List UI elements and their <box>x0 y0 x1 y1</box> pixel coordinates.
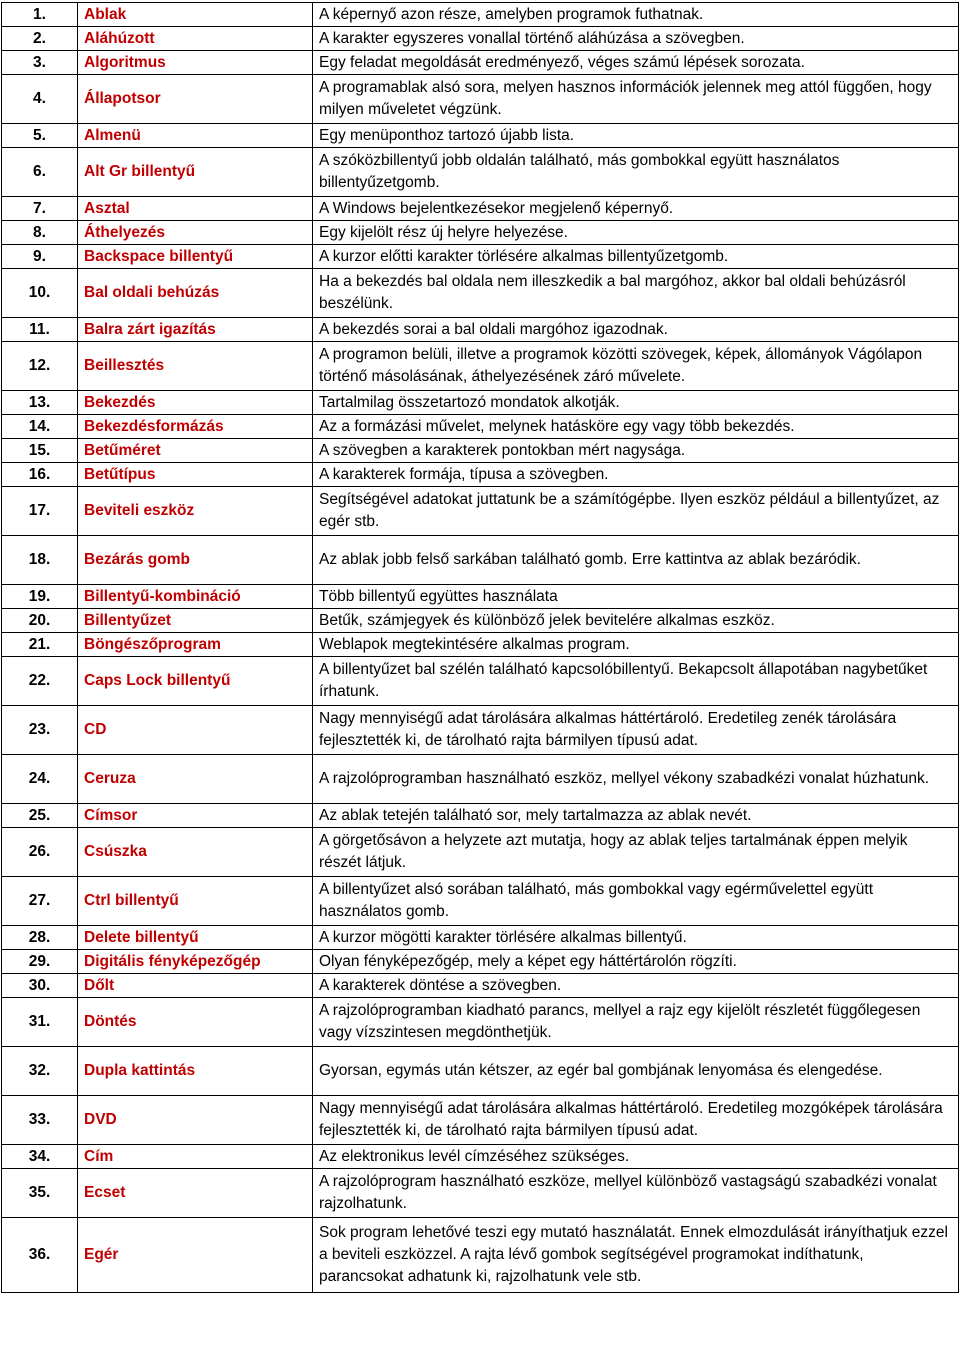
row-number: 35. <box>2 1169 78 1218</box>
table-row <box>2 1096 959 1145</box>
row-number: 34. <box>2 1145 78 1169</box>
term-cell: Aláhúzott <box>78 27 313 51</box>
definition-cell: Betűk, számjegyek és különböző jelek bevitelére alkalmas eszköz. <box>313 609 959 633</box>
table-row <box>2 755 959 804</box>
definition-cell: Weblapok megtekintésére alkalmas program. <box>313 633 959 657</box>
definition-cell: Az ablak jobb felső sarkában található gomb. Erre kattintva az ablak bezáródik. <box>313 536 959 585</box>
table-row <box>2 536 959 585</box>
table-row <box>2 1218 959 1293</box>
row-number: 11. <box>2 318 78 342</box>
definition-cell: Egy feladat megoldását eredményező, véges számú lépések sorozata. <box>313 51 959 75</box>
row-number: 16. <box>2 463 78 487</box>
row-number: 31. <box>2 998 78 1047</box>
table-row <box>2 633 959 657</box>
table-row <box>2 124 959 148</box>
definition-cell: A képernyő azon része, amelyben programok futhatnak. <box>313 3 959 27</box>
term-cell: Betűméret <box>78 439 313 463</box>
table-row <box>2 342 959 391</box>
table-row <box>2 75 959 124</box>
table-row <box>2 221 959 245</box>
table-row <box>2 148 959 197</box>
row-number: 26. <box>2 828 78 877</box>
row-number: 22. <box>2 657 78 706</box>
definition-cell: Tartalmilag összetartozó mondatok alkotják. <box>313 391 959 415</box>
table-row <box>2 415 959 439</box>
row-number: 32. <box>2 1047 78 1096</box>
row-number: 14. <box>2 415 78 439</box>
row-number: 8. <box>2 221 78 245</box>
definition-cell: A szóközbillentyű jobb oldalán található, más gombokkal együtt használatos billentyűzetgomb. <box>313 148 959 197</box>
definition-cell: Nagy mennyiségű adat tárolására alkalmas háttértároló. Eredetileg mozgóképek tárolására fejlesztették ki, de tárolható rajta bármilyen típusú adat. <box>313 1096 959 1145</box>
definition-cell: Egy menüponthoz tartozó újabb lista. <box>313 124 959 148</box>
definition-cell: A rajzolóprogramban használható eszköz, mellyel vékony szabadkézi vonalat húzhatunk. <box>313 755 959 804</box>
definition-cell: Az a formázási művelet, melynek hatásköre egy vagy több bekezdés. <box>313 415 959 439</box>
term-cell: Böngészőprogram <box>78 633 313 657</box>
row-number: 3. <box>2 51 78 75</box>
definition-cell: A karakter egyszeres vonallal történő aláhúzása a szövegben. <box>313 27 959 51</box>
row-number: 15. <box>2 439 78 463</box>
term-cell: Betűtípus <box>78 463 313 487</box>
row-number: 24. <box>2 755 78 804</box>
definition-cell: A kurzor előtti karakter törlésére alkalmas billentyűzetgomb. <box>313 245 959 269</box>
table-row <box>2 585 959 609</box>
row-number: 12. <box>2 342 78 391</box>
glossary-table <box>1 2 959 1293</box>
definition-cell: A programon belüli, illetve a programok közötti szövegek, képek, állományok Vágólapon történő másolásának, áthelyezésének záró művelete. <box>313 342 959 391</box>
row-number: 10. <box>2 269 78 318</box>
term-cell: Alt Gr billentyű <box>78 148 313 197</box>
glossary-body <box>2 3 959 1293</box>
term-cell: Döntés <box>78 998 313 1047</box>
term-cell: Delete billentyű <box>78 926 313 950</box>
definition-cell: A rajzolóprogramban kiadható parancs, mellyel a rajz egy kijelölt részletét függőlegesen vagy vízszintesen megdönthetjük. <box>313 998 959 1047</box>
row-number: 13. <box>2 391 78 415</box>
definition-cell: A kurzor mögötti karakter törlésére alkalmas billentyű. <box>313 926 959 950</box>
term-cell: CD <box>78 706 313 755</box>
table-row <box>2 706 959 755</box>
term-cell: Ecset <box>78 1169 313 1218</box>
term-cell: Beviteli eszköz <box>78 487 313 536</box>
table-row <box>2 804 959 828</box>
row-number: 9. <box>2 245 78 269</box>
definition-cell: Olyan fényképezőgép, mely a képet egy háttértárolón rögzíti. <box>313 950 959 974</box>
table-row <box>2 245 959 269</box>
row-number: 18. <box>2 536 78 585</box>
definition-cell: Gyorsan, egymás után kétszer, az egér bal gombjának lenyomása és elengedése. <box>313 1047 959 1096</box>
definition-cell: A szövegben a karakterek pontokban mért nagysága. <box>313 439 959 463</box>
term-cell: Billentyűzet <box>78 609 313 633</box>
row-number: 2. <box>2 27 78 51</box>
term-cell: Bezárás gomb <box>78 536 313 585</box>
term-cell: Címsor <box>78 804 313 828</box>
term-cell: Bekezdésformázás <box>78 415 313 439</box>
row-number: 29. <box>2 950 78 974</box>
term-cell: Algoritmus <box>78 51 313 75</box>
row-number: 25. <box>2 804 78 828</box>
table-row <box>2 877 959 926</box>
definition-cell: A billentyűzet alsó sorában található, más gombokkal vagy egérművelettel együtt használatos gomb. <box>313 877 959 926</box>
table-row <box>2 27 959 51</box>
term-cell: Digitális fényképezőgép <box>78 950 313 974</box>
table-row <box>2 974 959 998</box>
term-cell: DVD <box>78 1096 313 1145</box>
definition-cell: Sok program lehetővé teszi egy mutató használatát. Ennek elmozdulását irányíthatjuk ezzel a beviteli eszközzel. A rajta lévő gombok segítségével programokat indíthatunk, parancsokat adhatunk ki, rajzolhatunk vele stb. <box>313 1218 959 1293</box>
table-row <box>2 463 959 487</box>
term-cell: Almenü <box>78 124 313 148</box>
table-row <box>2 998 959 1047</box>
table-row <box>2 1169 959 1218</box>
definition-cell: A programablak alsó sora, melyen hasznos információk jelennek meg attól függően, hogy milyen műveletet végzünk. <box>313 75 959 124</box>
definition-cell: Egy kijelölt rész új helyre helyezése. <box>313 221 959 245</box>
table-row <box>2 318 959 342</box>
row-number: 19. <box>2 585 78 609</box>
term-cell: Cím <box>78 1145 313 1169</box>
row-number: 5. <box>2 124 78 148</box>
term-cell: Állapotsor <box>78 75 313 124</box>
definition-cell: Segítségével adatokat juttatunk be a számítógépbe. Ilyen eszköz például a billentyűzet, az egér stb. <box>313 487 959 536</box>
table-row <box>2 51 959 75</box>
term-cell: Bekezdés <box>78 391 313 415</box>
row-number: 33. <box>2 1096 78 1145</box>
row-number: 27. <box>2 877 78 926</box>
definition-cell: Ha a bekezdés bal oldala nem illeszkedik a bal margóhoz, akkor bal oldali behúzásról beszélünk. <box>313 269 959 318</box>
row-number: 23. <box>2 706 78 755</box>
table-row <box>2 3 959 27</box>
term-cell: Egér <box>78 1218 313 1293</box>
definition-cell: A karakterek formája, típusa a szövegben. <box>313 463 959 487</box>
term-cell: Áthelyezés <box>78 221 313 245</box>
term-cell: Backspace billentyű <box>78 245 313 269</box>
row-number: 36. <box>2 1218 78 1293</box>
table-row <box>2 1145 959 1169</box>
definition-cell: A billentyűzet bal szélén található kapcsolóbillentyű. Bekapcsolt állapotában nagybetűket írhatunk. <box>313 657 959 706</box>
term-cell: Caps Lock billentyű <box>78 657 313 706</box>
definition-cell: Nagy mennyiségű adat tárolására alkalmas háttértároló. Eredetileg zenék tárolására fejlesztették ki, de tárolható rajta bármilyen típusú adat. <box>313 706 959 755</box>
row-number: 21. <box>2 633 78 657</box>
table-row <box>2 197 959 221</box>
term-cell: Dupla kattintás <box>78 1047 313 1096</box>
row-number: 17. <box>2 487 78 536</box>
row-number: 7. <box>2 197 78 221</box>
row-number: 6. <box>2 148 78 197</box>
definition-cell: Több billentyű együttes használata <box>313 585 959 609</box>
term-cell: Bal oldali behúzás <box>78 269 313 318</box>
definition-cell: A bekezdés sorai a bal oldali margóhoz igazodnak. <box>313 318 959 342</box>
table-row <box>2 609 959 633</box>
definition-cell: A karakterek döntése a szövegben. <box>313 974 959 998</box>
term-cell: Dőlt <box>78 974 313 998</box>
table-row <box>2 269 959 318</box>
table-row <box>2 487 959 536</box>
term-cell: Balra zárt igazítás <box>78 318 313 342</box>
row-number: 30. <box>2 974 78 998</box>
table-row <box>2 391 959 415</box>
term-cell: Billentyű-kombináció <box>78 585 313 609</box>
definition-cell: Az ablak tetején található sor, mely tartalmazza az ablak nevét. <box>313 804 959 828</box>
row-number: 20. <box>2 609 78 633</box>
term-cell: Ctrl billentyű <box>78 877 313 926</box>
table-row <box>2 439 959 463</box>
table-row <box>2 1047 959 1096</box>
row-number: 28. <box>2 926 78 950</box>
term-cell: Ablak <box>78 3 313 27</box>
term-cell: Csúszka <box>78 828 313 877</box>
term-cell: Ceruza <box>78 755 313 804</box>
definition-cell: A rajzolóprogram használható eszköze, mellyel különböző vastagságú szabadkézi vonalat rajzolhatunk. <box>313 1169 959 1218</box>
table-row <box>2 828 959 877</box>
row-number: 4. <box>2 75 78 124</box>
term-cell: Asztal <box>78 197 313 221</box>
term-cell: Beillesztés <box>78 342 313 391</box>
table-row <box>2 657 959 706</box>
definition-cell: A görgetősávon a helyzete azt mutatja, hogy az ablak teljes tartalmának éppen melyik részét látjuk. <box>313 828 959 877</box>
table-row <box>2 950 959 974</box>
definition-cell: Az elektronikus levél címzéséhez szükséges. <box>313 1145 959 1169</box>
definition-cell: A Windows bejelentkezésekor megjelenő képernyő. <box>313 197 959 221</box>
table-row <box>2 926 959 950</box>
row-number: 1. <box>2 3 78 27</box>
